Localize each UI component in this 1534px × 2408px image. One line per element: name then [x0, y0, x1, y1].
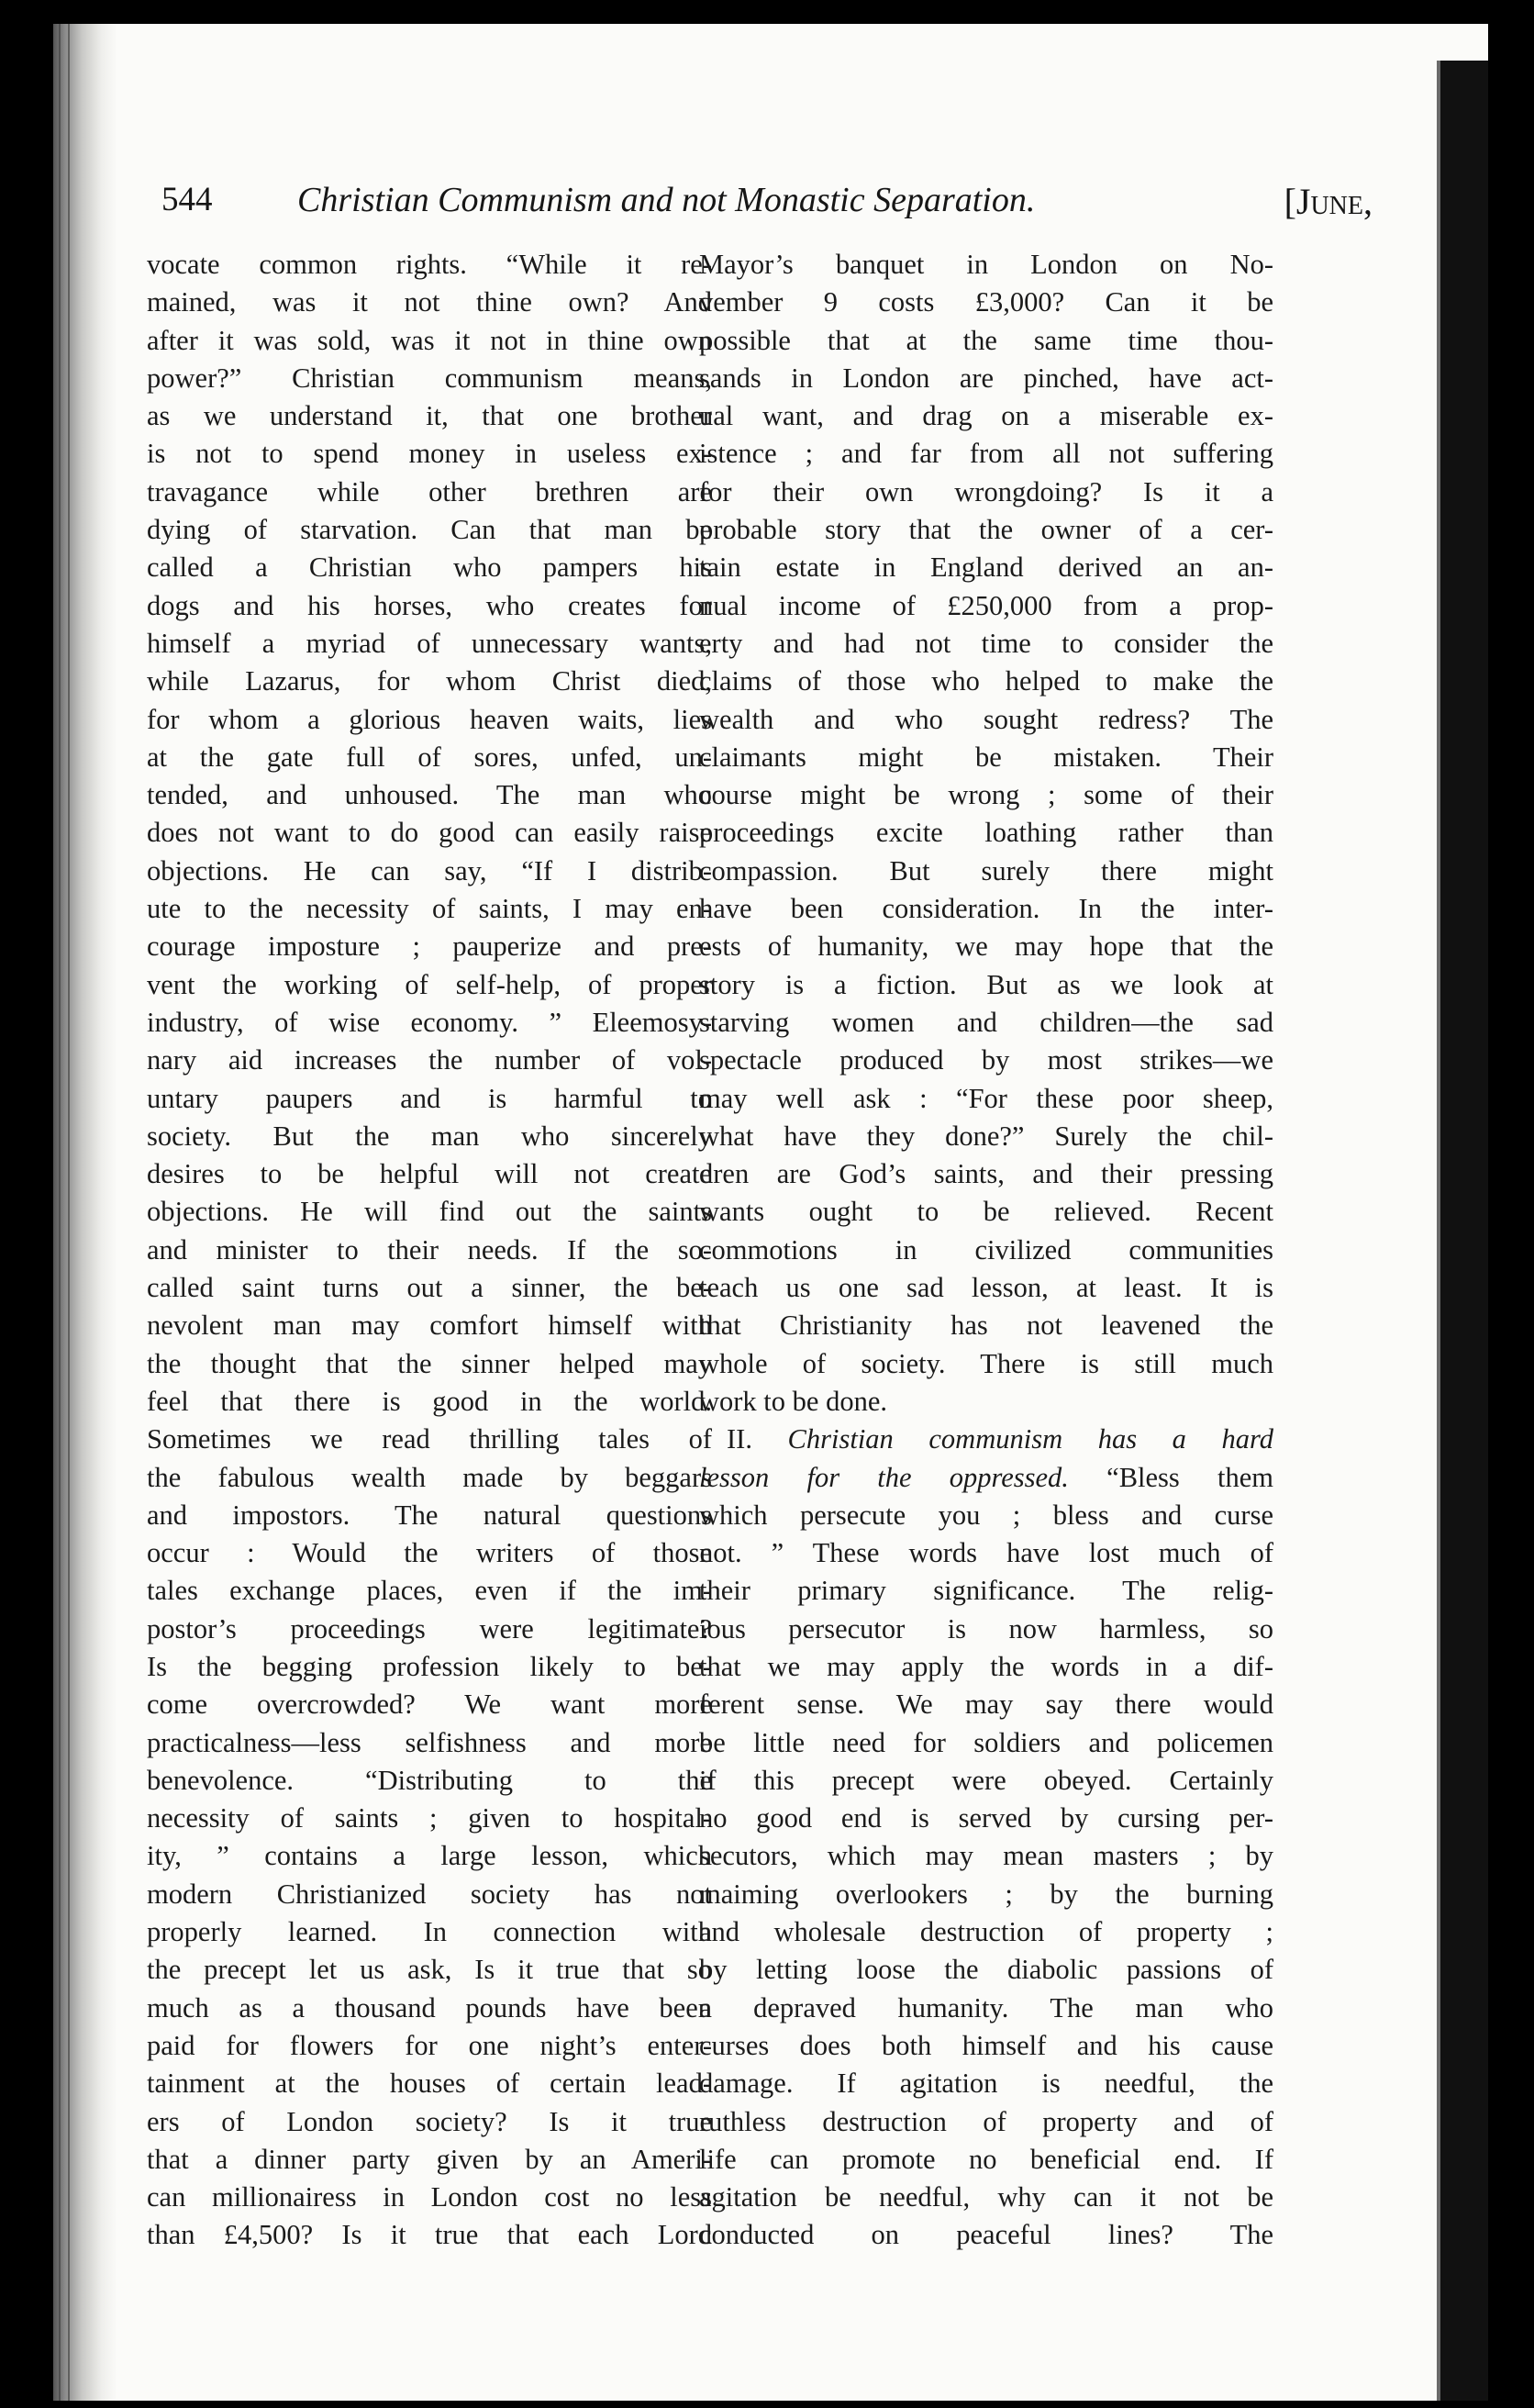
text-line: does not want to do good can easily raise	[147, 817, 712, 849]
text-line: teach us one sad lesson, at least. It is	[699, 1272, 1273, 1304]
column-right-paragraph	[699, 246, 1273, 1421]
text-line: ual want, and drag on a miserable ex-	[699, 400, 1273, 432]
text-line: probable story that the owner of a cer-	[699, 514, 1273, 546]
running-title: Christian Communism and not Monastic Separation.	[297, 181, 1036, 219]
text-line: life can promote no beneficial end. If	[699, 2143, 1273, 2175]
text-line: possible that at the same time thou-	[699, 324, 1273, 356]
text-line: than £4,500? Is it true that each Lord	[147, 2219, 712, 2251]
section-heading-part1: Christian communism has a hard	[787, 1423, 1273, 1455]
header-month: [June,	[1284, 181, 1373, 222]
text-line: and impostors. The natural questions	[147, 1499, 712, 1531]
text-line: compassion. But surely there might	[699, 854, 1273, 886]
gutter-line	[59, 24, 61, 2401]
text-line: nevolent man may comfort himself with	[147, 1310, 712, 1342]
text-line: nual income of £250,000 from a prop-	[699, 589, 1273, 621]
text-line: no good end is served by cursing per-	[699, 1802, 1273, 1834]
text-line: not. ” These words have lost much of	[699, 1537, 1273, 1569]
text-line: if this precept were obeyed. Certainly	[699, 1764, 1273, 1796]
text-line: agitation be needful, why can it not be	[699, 2181, 1273, 2213]
text-line: much as a thousand pounds have been	[147, 1991, 712, 2023]
section-paragraph	[699, 1497, 1273, 2255]
text-line: is not to spend money in useless ex-	[147, 438, 712, 470]
text-line: necessity of saints ; given to hospital-	[147, 1802, 712, 1834]
text-line: benevolence. “Distributing to the	[147, 1764, 712, 1796]
text-line: dying of starvation. Can that man be	[147, 514, 712, 546]
text-line: vent the working of self-help, of proper	[147, 968, 712, 1000]
text-line: called saint turns out a sinner, the be-	[147, 1272, 712, 1304]
text-line: mained, was it not thine own? And	[147, 286, 712, 318]
text-line: Sometimes we read thrilling tales of	[147, 1423, 712, 1455]
text-line: for their own wrongdoing? Is it a	[699, 475, 1273, 507]
text-line: ute to the necessity of saints, I may en-	[147, 893, 712, 925]
text-line: industry, of wise economy. ” Eleemosy-	[147, 1006, 712, 1038]
text-line: vember 9 costs £3,000? Can it be	[699, 286, 1273, 318]
text-line: nary aid increases the number of vol-	[147, 1044, 712, 1076]
text-line: desires to be helpful will not create	[147, 1158, 712, 1190]
text-line: travagance while other brethren are	[147, 475, 712, 507]
text-line: tain estate in England derived an an-	[699, 552, 1273, 584]
text-line: dren are God’s saints, and their pressing	[699, 1158, 1273, 1190]
gutter-line	[68, 24, 70, 2401]
text-line: paid for flowers for one night’s enter-	[147, 2029, 712, 2061]
text-line: feel that there is good in the world.	[147, 1385, 712, 1417]
text-line: vocate common rights. “While it re-	[147, 249, 712, 280]
text-line: curses does both himself and his cause	[699, 2029, 1273, 2061]
text-line: what have they done?” Surely the chil-	[699, 1120, 1273, 1152]
section-heading-line	[699, 1421, 1273, 1458]
text-line: postor’s proceedings were legitimate?	[147, 1612, 712, 1644]
text-line: conducted on peaceful lines? The	[699, 2219, 1273, 2251]
text-line: untary paupers and is harmful to	[147, 1082, 712, 1114]
text-line: erty and had not time to consider the	[699, 627, 1273, 659]
text-line: wealth and who sought redress? The	[699, 703, 1273, 735]
text-line: ers of London society? Is it true	[147, 2105, 712, 2137]
text-line: their primary significance. The relig-	[699, 1575, 1273, 1607]
text-line: and wholesale destruction of property ;	[699, 1916, 1273, 1948]
text-line: wants ought to be relieved. Recent	[699, 1196, 1273, 1228]
text-line: be little need for soldiers and policemen	[699, 1726, 1273, 1758]
text-line: have been consideration. In the inter-	[699, 893, 1273, 925]
text-line: while Lazarus, for whom Christ died,	[147, 665, 712, 697]
text-line: sands in London are pinched, have act-	[699, 362, 1273, 394]
text-line: Is the begging profession likely to be-	[147, 1650, 712, 1682]
text-line: that we may apply the words in a dif-	[699, 1650, 1273, 1682]
text-line: the thought that the sinner helped may	[147, 1347, 712, 1379]
text-column-right	[699, 246, 1273, 2255]
text-line: at the gate full of sores, unfed, un-	[147, 741, 712, 773]
text-line: commotions in civilized communities	[699, 1233, 1273, 1265]
text-line: courage imposture ; pauperize and pre-	[147, 931, 712, 963]
text-line: occur : Would the writers of those	[147, 1537, 712, 1569]
text-line: and minister to their needs. If the so-	[147, 1233, 712, 1265]
text-line: can millionairess in London cost no less	[147, 2181, 712, 2213]
section-heading-part2: lesson for the oppressed.	[699, 1461, 1069, 1493]
text-line: ity, ” contains a large lesson, which	[147, 1840, 712, 1872]
text-line: as we understand it, that one brother	[147, 400, 712, 432]
text-line: starving women and children—the sad	[699, 1006, 1273, 1038]
text-line: damage. If agitation is needful, the	[699, 2068, 1273, 2100]
text-line: which persecute you ; bless and curse	[699, 1499, 1273, 1531]
text-line: objections. He can say, “If I distrib-	[147, 854, 712, 886]
text-line: work to be done.	[699, 1385, 887, 1417]
text-line: modern Christianized society has not	[147, 1878, 712, 1910]
text-line: tales exchange places, even if the im-	[147, 1575, 712, 1607]
text-line: society. But the man who sincerely	[147, 1120, 712, 1152]
binding-gutter	[53, 24, 117, 2401]
running-header	[161, 180, 1373, 235]
text-line: objections. He will find out the saints	[147, 1196, 712, 1228]
text-line: whole of society. There is still much	[699, 1347, 1273, 1379]
text-column-left	[147, 246, 712, 2255]
text-line: himself a myriad of unnecessary wants,	[147, 627, 712, 659]
text-line: practicalness—less selfishness and more	[147, 1726, 712, 1758]
page-number: 544	[161, 181, 213, 218]
text-line: maiming overlookers ; by the burning	[699, 1878, 1273, 1910]
text-line: called a Christian who pampers his	[147, 552, 712, 584]
text-line: properly learned. In connection with	[147, 1916, 712, 1948]
section-heading-line	[699, 1459, 1273, 1497]
text-line: ious persecutor is now harmless, so	[699, 1612, 1273, 1644]
text-line: for whom a glorious heaven waits, lies	[147, 703, 712, 735]
text-line: course might be wrong ; some of their	[699, 779, 1273, 811]
text-line: ests of humanity, we may hope that the	[699, 931, 1273, 963]
text-line: story is a fiction. But as we look at	[699, 968, 1273, 1000]
text-line: claimants might be mistaken. Their	[699, 741, 1273, 773]
text-line: ferent sense. We may say there would	[699, 1689, 1273, 1721]
section-first-line-rest: “Bless them	[1106, 1461, 1273, 1493]
section-numeral: II.	[727, 1423, 752, 1455]
text-line: power?” Christian communism means,	[147, 362, 712, 394]
text-line: a depraved humanity. The man who	[699, 1991, 1273, 2023]
facing-page-edge	[1440, 61, 1488, 2401]
text-line: that a dinner party given by an Ameri-	[147, 2143, 712, 2175]
text-line: may well ask : “For these poor sheep,	[699, 1082, 1273, 1114]
text-line: the fabulous wealth made by beggars	[147, 1461, 712, 1493]
text-line: that Christianity has not leavened the	[699, 1310, 1273, 1342]
text-line: ruthless destruction of property and of	[699, 2105, 1273, 2137]
text-line: tended, and unhoused. The man who	[147, 779, 712, 811]
text-line: dogs and his horses, who creates for	[147, 589, 712, 621]
text-line: the precept let us ask, Is it true that so	[147, 1954, 712, 1986]
text-line: by letting loose the diabolic passions of	[699, 1954, 1273, 1986]
text-line: secutors, which may mean masters ; by	[699, 1840, 1273, 1872]
text-line: after it was sold, was it not in thine own	[147, 324, 712, 356]
text-line: claims of those who helped to make the	[699, 665, 1273, 697]
text-line: istence ; and far from all not suffering	[699, 438, 1273, 470]
text-line: spectacle produced by most strikes—we	[699, 1044, 1273, 1076]
text-line: Mayor’s banquet in London on No-	[699, 249, 1273, 280]
text-line: tainment at the houses of certain lead-	[147, 2068, 712, 2100]
text-line: proceedings excite loathing rather than	[699, 817, 1273, 849]
text-line: come overcrowded? We want more	[147, 1689, 712, 1721]
